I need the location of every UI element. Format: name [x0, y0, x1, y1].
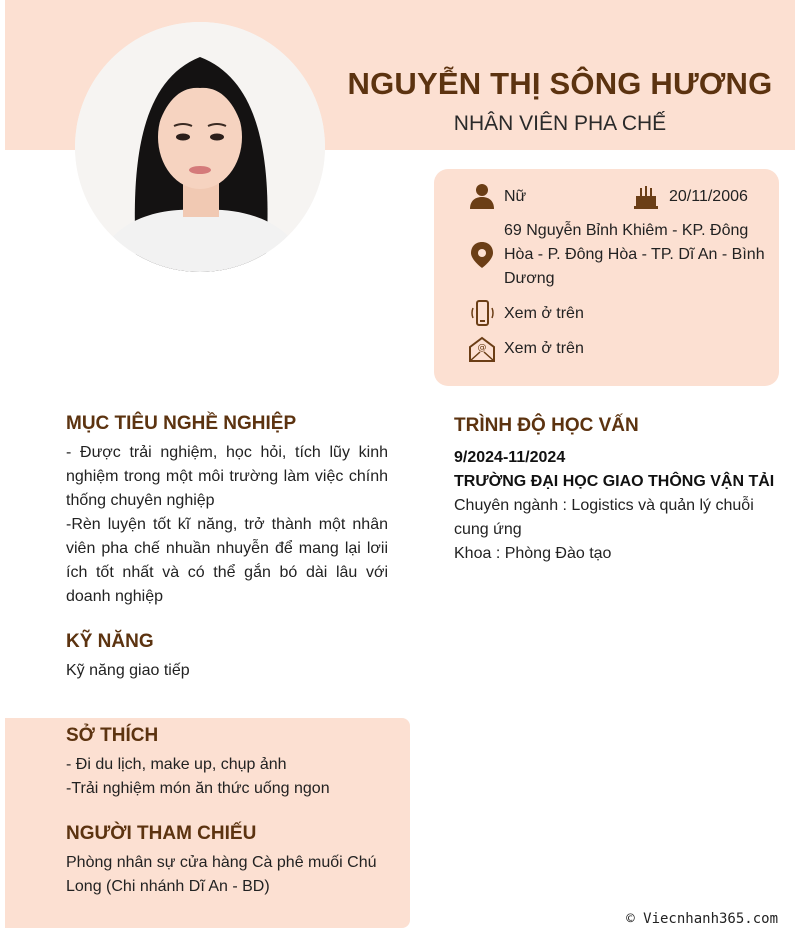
- education-title: TRÌNH ĐỘ HỌC VẤN: [454, 415, 639, 436]
- phone-icon: [468, 299, 496, 327]
- education-period: 9/2024-11/2024: [454, 449, 566, 466]
- email-icon: [468, 335, 496, 363]
- candidate-name: NGUYỄN THỊ SÔNG HƯƠNG: [347, 66, 773, 101]
- hobbies-line-1: - Đi du lịch, make up, chụp ảnh: [66, 756, 287, 773]
- email-value: Xem ở trên: [504, 340, 584, 357]
- education-faculty: Khoa : Phòng Đào tạo: [454, 545, 612, 562]
- watermark: © Viecnhanh365.com: [626, 911, 778, 927]
- objective-title: MỤC TIÊU NGHỀ NGHIỆP: [66, 413, 297, 434]
- phone-value: Xem ở trên: [504, 305, 584, 322]
- skills-text: Kỹ năng giao tiếp: [66, 662, 190, 679]
- person-icon: [468, 182, 496, 210]
- hobbies-title: SỞ THÍCH: [66, 725, 159, 746]
- objective-line-2: -Rèn luyện tốt kĩ năng, trở thành một nhân viên pha chế nhuần nhuyễn để mang lại lơii ích tốt nhất và có thể gắn bó dài lâu với doanh nghiệp: [66, 516, 388, 605]
- location-pin-icon: [468, 241, 496, 269]
- objective-line-1: - Được trải nghiệm, học hỏi, tích lũy kinh nghiệm trong một môi trường làm việc chính thống chuyên nghiệp: [66, 444, 388, 509]
- birthday-value: 20/11/2006: [669, 188, 748, 205]
- hobbies-line-2: -Trải nghiệm món ăn thức uống ngon: [66, 780, 330, 797]
- profile-photo: [75, 22, 325, 272]
- birthday-cake-icon: [632, 182, 660, 210]
- portrait-image: [75, 22, 325, 272]
- education-major: Chuyên ngành : Logistics và quản lý chuỗi cung ứng: [454, 497, 754, 538]
- job-title: NHÂN VIÊN PHA CHẾ: [453, 112, 667, 135]
- reference-text: Phòng nhân sự cửa hàng Cà phê muối Chú Long (Chi nhánh Dĩ An - BD): [66, 854, 377, 895]
- gender-value: Nữ: [504, 188, 527, 205]
- contact-box: [434, 169, 779, 386]
- svg-text:@: @: [477, 343, 487, 353]
- education-school: TRƯỜNG ĐẠI HỌC GIAO THÔNG VẬN TẢI: [454, 473, 775, 490]
- address-value: 69 Nguyễn Bỉnh Khiêm - KP. Đông Hòa - P. Đông Hòa - TP. Dĩ An - Bình Dương: [504, 222, 765, 287]
- skills-title: KỸ NĂNG: [66, 631, 154, 652]
- reference-title: NGƯỜI THAM CHIẾU: [66, 823, 257, 844]
